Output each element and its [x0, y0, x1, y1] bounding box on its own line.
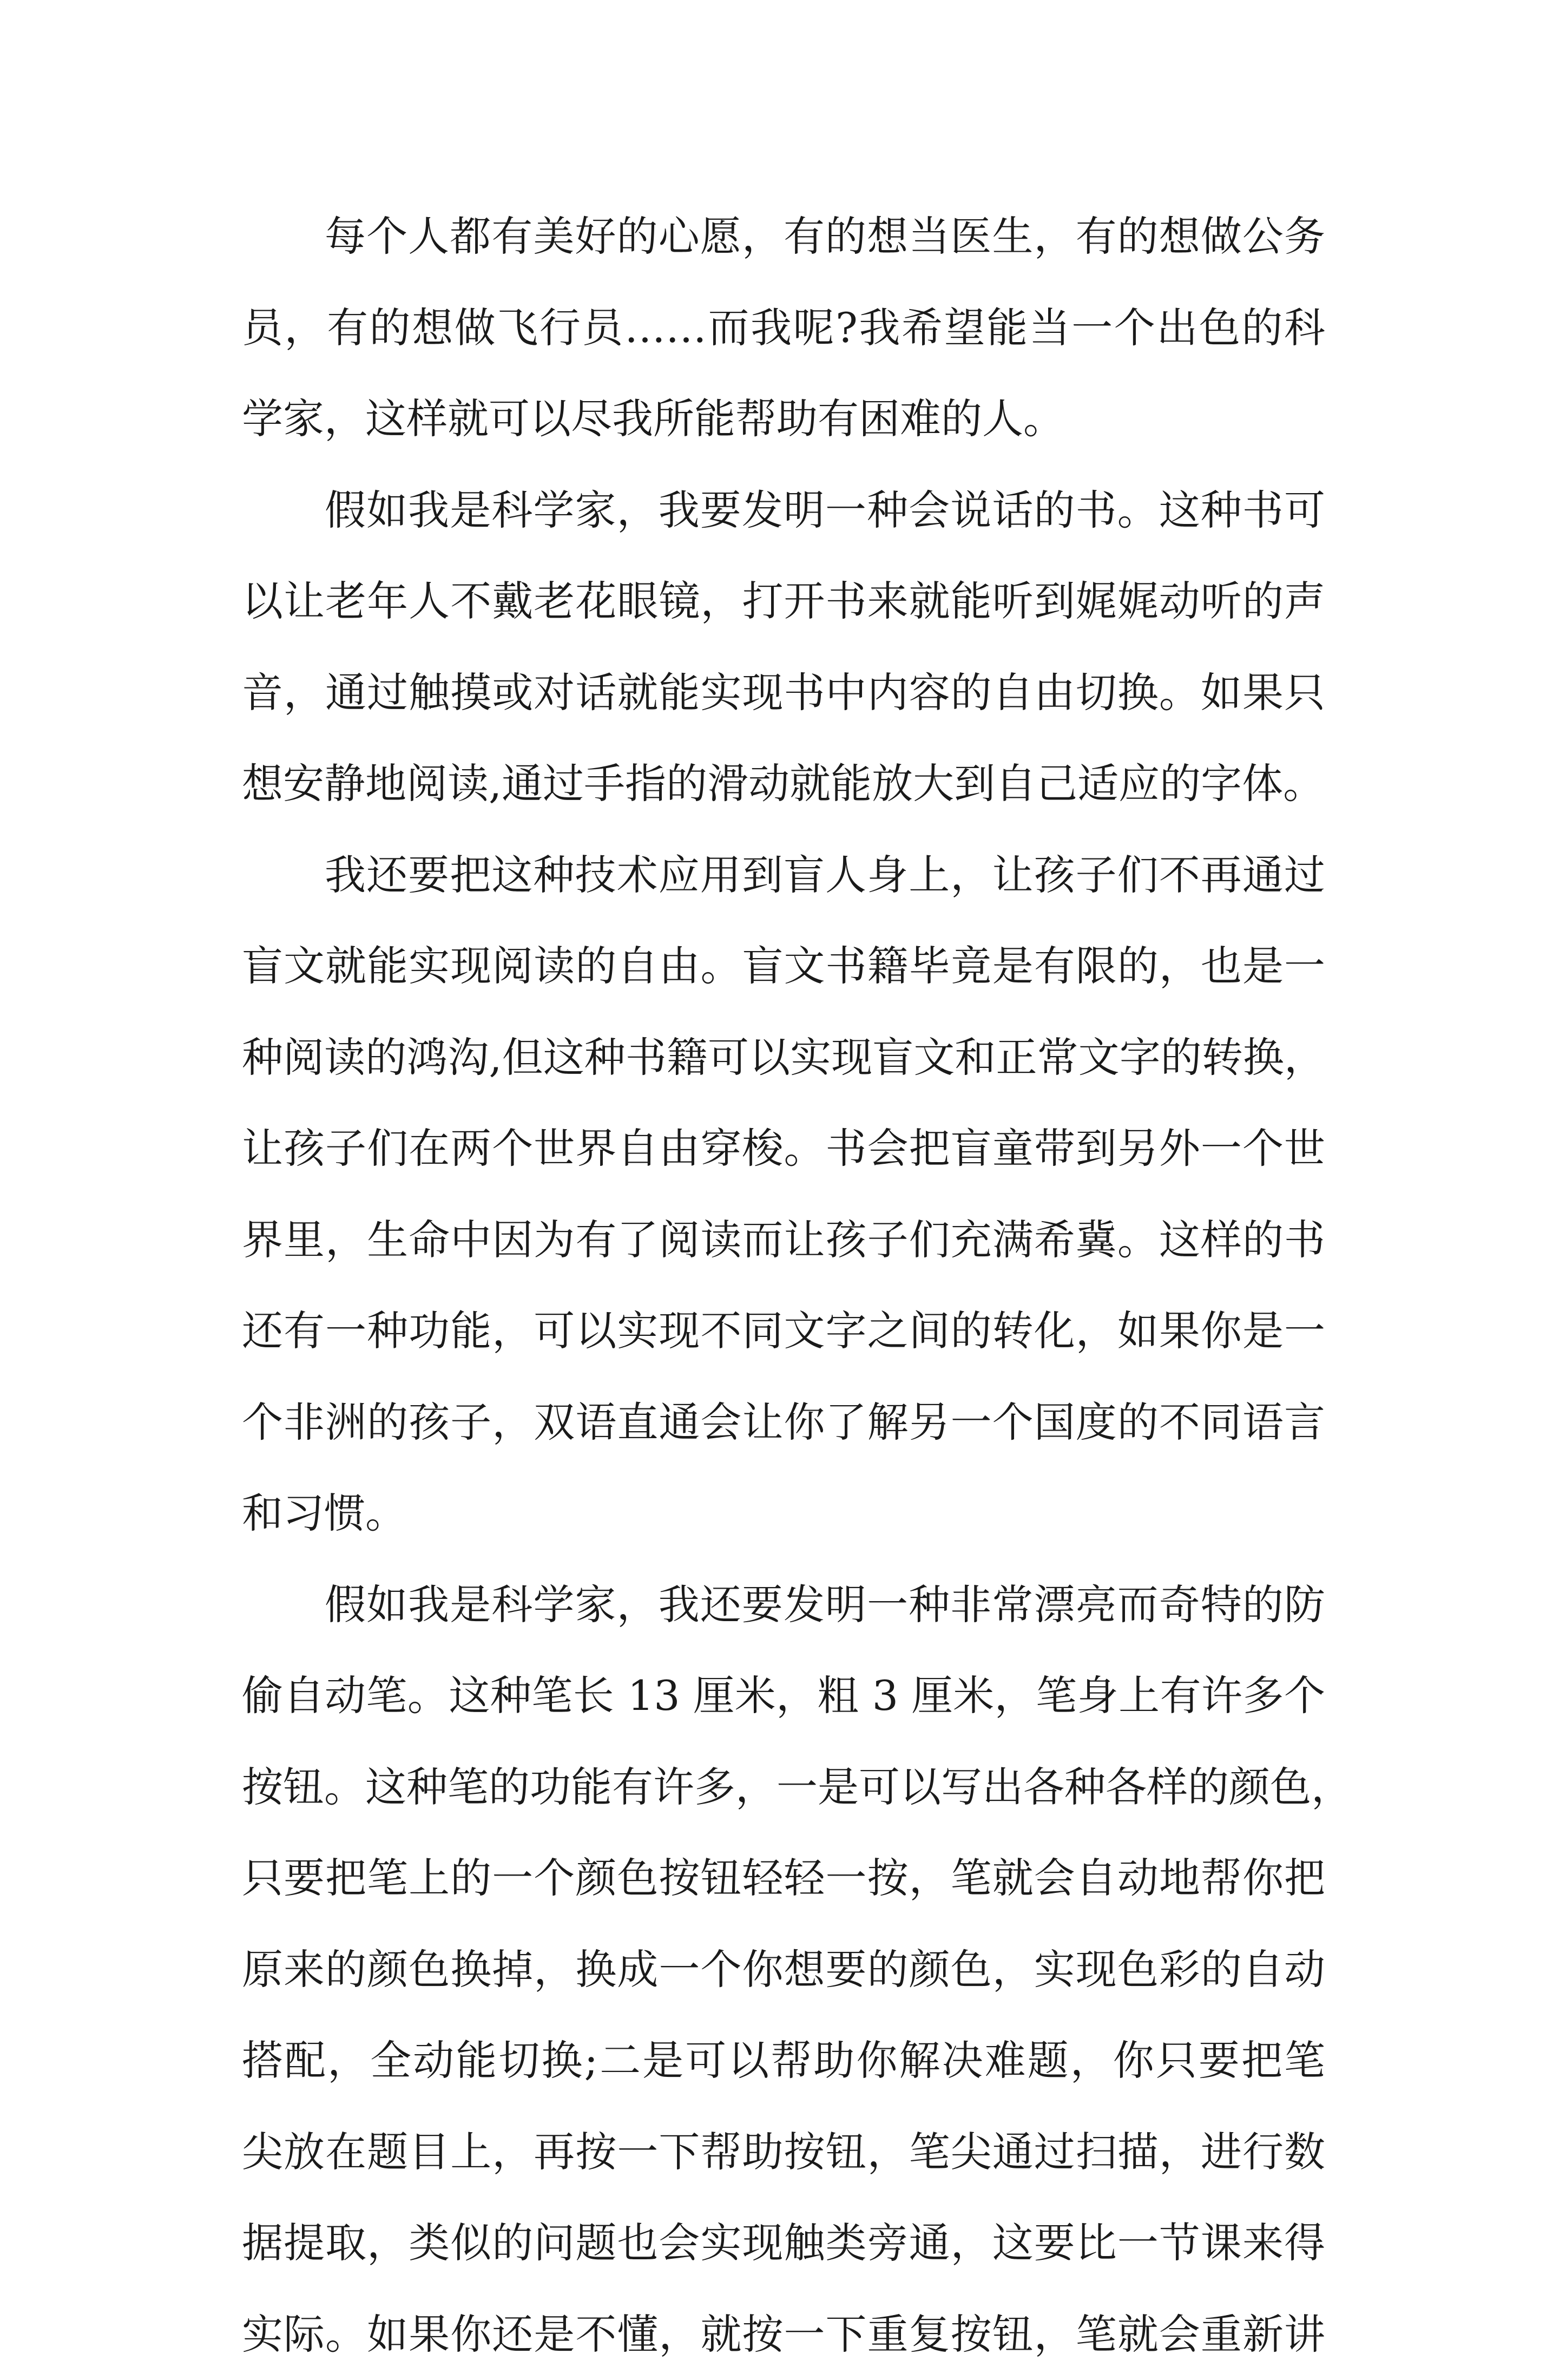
text-line: 想安静地阅读,通过手指的滑动就能放大到自己适应的字体。 — [242, 738, 1325, 830]
text-line: 我还要把这种技术应用到盲人身上，让孩子们不再通过 — [242, 830, 1325, 921]
text-line: 以让老年人不戴老花眼镜，打开书来就能听到娓娓动听的声 — [242, 556, 1325, 647]
text-line: 原来的颜色换掉，换成一个你想要的颜色，实现色彩的自动 — [242, 1924, 1325, 2016]
text-line: 只要把笔上的一个颜色按钮轻轻一按，笔就会自动地帮你把 — [242, 1833, 1325, 1924]
text-line: 学家，这样就可以尽我所能帮助有困难的人。 — [242, 373, 1325, 465]
text-line: 假如我是科学家，我要发明一种会说话的书。这种书可 — [242, 465, 1325, 556]
text-line: 实际。如果你还是不懂，就按一下重复按钮，笔就会重新讲 — [242, 2289, 1325, 2380]
text-line: 让孩子们在两个世界自由穿梭。书会把盲童带到另外一个世 — [242, 1103, 1325, 1195]
text-line: 种阅读的鸿沟,但这种书籍可以实现盲文和正常文字的转换， — [242, 1012, 1325, 1104]
text-line: 假如我是科学家，我还要发明一种非常漂亮而奇特的防 — [242, 1559, 1325, 1651]
text-line: 和习惯。 — [242, 1468, 1325, 1559]
text-line: 搭配，全动能切换;二是可以帮助你解决难题，你只要把笔 — [242, 2015, 1325, 2107]
text-line: 还有一种功能，可以实现不同文字之间的转化，如果你是一 — [242, 1286, 1325, 1377]
text-line: 个非洲的孩子，双语直通会让你了解另一个国度的不同语言 — [242, 1377, 1325, 1468]
text-line: 据提取，类似的问题也会实现触类旁通，这要比一节课来得 — [242, 2198, 1325, 2289]
text-line: 偷自动笔。这种笔长 13 厘米，粗 3 厘米，笔身上有许多个 — [242, 1650, 1325, 1742]
text-line: 界里，生命中因为有了阅读而让孩子们充满希冀。这样的书 — [242, 1195, 1325, 1286]
text-line: 每个人都有美好的心愿，有的想当医生，有的想做公务 — [242, 191, 1325, 283]
body-text — [242, 191, 1325, 2380]
text-line: 尖放在题目上，再按一下帮助按钮，笔尖通过扫描，进行数 — [242, 2107, 1325, 2198]
text-line: 盲文就能实现阅读的自由。盲文书籍毕竟是有限的，也是一 — [242, 921, 1325, 1012]
text-line: 员，有的想做飞行员……而我呢?我希望能当一个出色的科 — [242, 283, 1325, 374]
text-line: 按钮。这种笔的功能有许多，一是可以写出各种各样的颜色， — [242, 1742, 1325, 1833]
text-line: 音，通过触摸或对话就能实现书中内容的自由切换。如果只 — [242, 647, 1325, 739]
